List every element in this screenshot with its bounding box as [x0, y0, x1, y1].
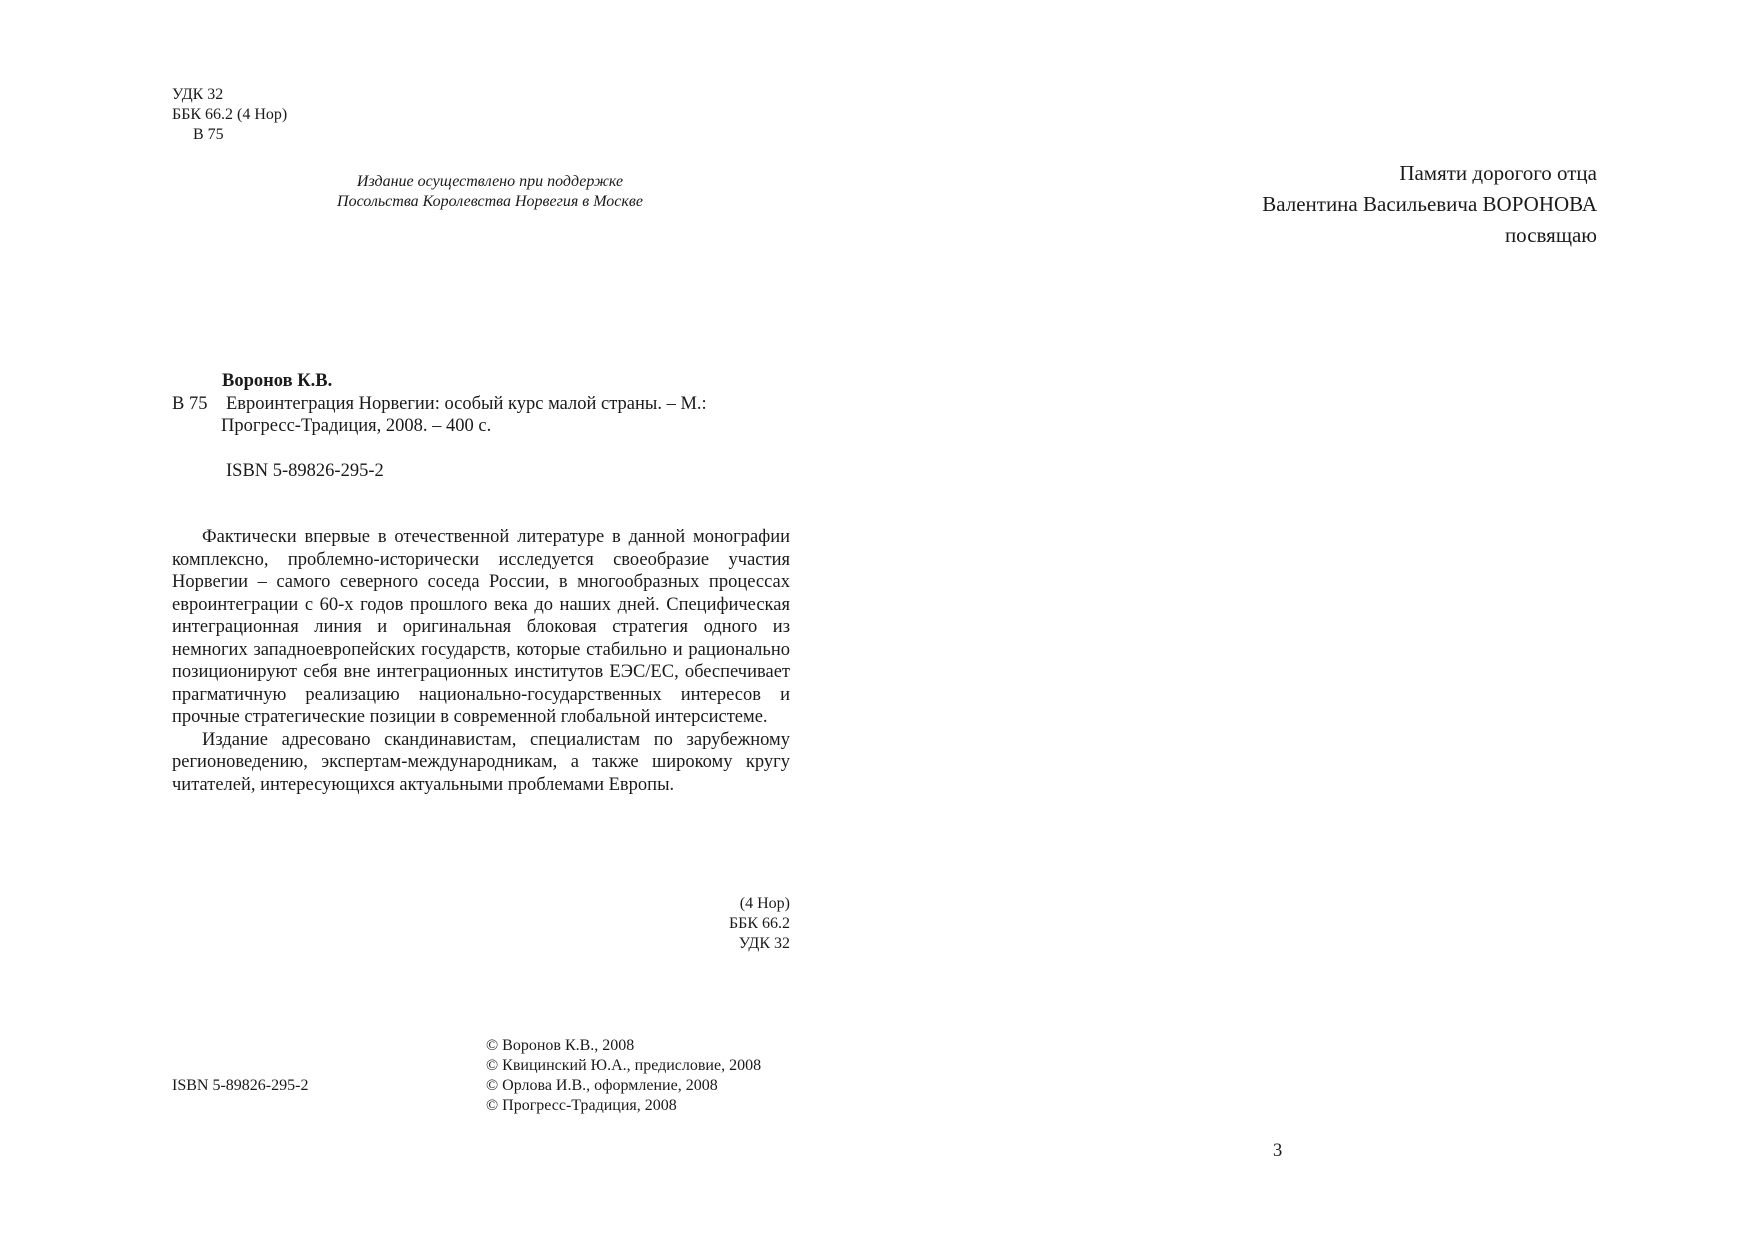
- index-code-nor: (4 Нор): [739, 895, 790, 912]
- dedication-line-3: посвящаю: [1504, 223, 1597, 247]
- bib-isbn: ISBN 5-89826-295-2: [226, 461, 384, 481]
- bib-author: Воронов К.В.: [222, 371, 333, 391]
- bib-title-line-1: Евроинтеграция Норвегии: особый курс малой страны. – М.:: [226, 394, 707, 414]
- classification-block: [172, 85, 287, 145]
- dedication: [1262, 158, 1597, 251]
- support-note-line-1: Издание осуществлено при поддержке: [356, 173, 624, 190]
- bib-title-line-2: Прогресс-Традиция, 2008. – 400 с.: [221, 416, 492, 436]
- bbk-code: ББК 66.2 (4 Нор): [172, 106, 288, 123]
- abstract-paragraph-1: Фактически впервые в отечественной литературе в данной монографии комплексно, проблемно-исторически исследуется своеобразие участия Норвегии – самого северного соседа России, в многообразных процессах евроинтеграции с 60-х годов прошлого века до наших дней. Специфическая интеграционная линия и оригинальная блоковая стратегия одного из немногих западноевропейских государств, которые стабильно и рационально позиционируют себя вне интеграционных институтов ЕЭС/ЕС, обеспечивает прагматичную реализацию национально-государственных интересов и прочные стратегические позиции в современной глобальной интерсистеме.: [172, 527, 790, 727]
- copyright-line-4: © Прогресс-Традиция, 2008: [486, 1097, 677, 1114]
- abstract: [172, 526, 790, 796]
- page-number: 3: [1273, 1141, 1283, 1161]
- udk-code: УДК 32: [172, 86, 224, 103]
- index-code-bbk: ББК 66.2: [728, 915, 790, 932]
- abstract-paragraph-2: Издание адресовано скандинавистам, специалистам по зарубежному регионоведению, экспертам-международникам, а также широкому кругу читателей, интересующихся актуальными проблемами Европы.: [172, 729, 790, 795]
- bib-code: В 75: [172, 394, 208, 414]
- dedication-line-1: Памяти дорогого отца: [1399, 161, 1597, 185]
- copyright-line-3: © Орлова И.В., оформление, 2008: [486, 1077, 718, 1094]
- index-codes: [560, 894, 790, 954]
- dedication-line-2: Валентина Васильевича ВОРОНОВА: [1262, 192, 1597, 216]
- support-note: [300, 172, 680, 212]
- copyright-line-1: © Воронов К.В., 2008: [486, 1037, 635, 1054]
- isbn-bottom: ISBN 5-89826-295-2: [172, 1077, 309, 1094]
- copyright-line-2: © Квицинский Ю.А., предисловие, 2008: [486, 1057, 762, 1074]
- author-mark: В 75: [193, 126, 224, 143]
- copyright-block: [486, 1036, 761, 1116]
- index-code-udk: УДК 32: [738, 935, 790, 952]
- support-note-line-2: Посольства Королевства Норвегия в Москве: [337, 193, 643, 210]
